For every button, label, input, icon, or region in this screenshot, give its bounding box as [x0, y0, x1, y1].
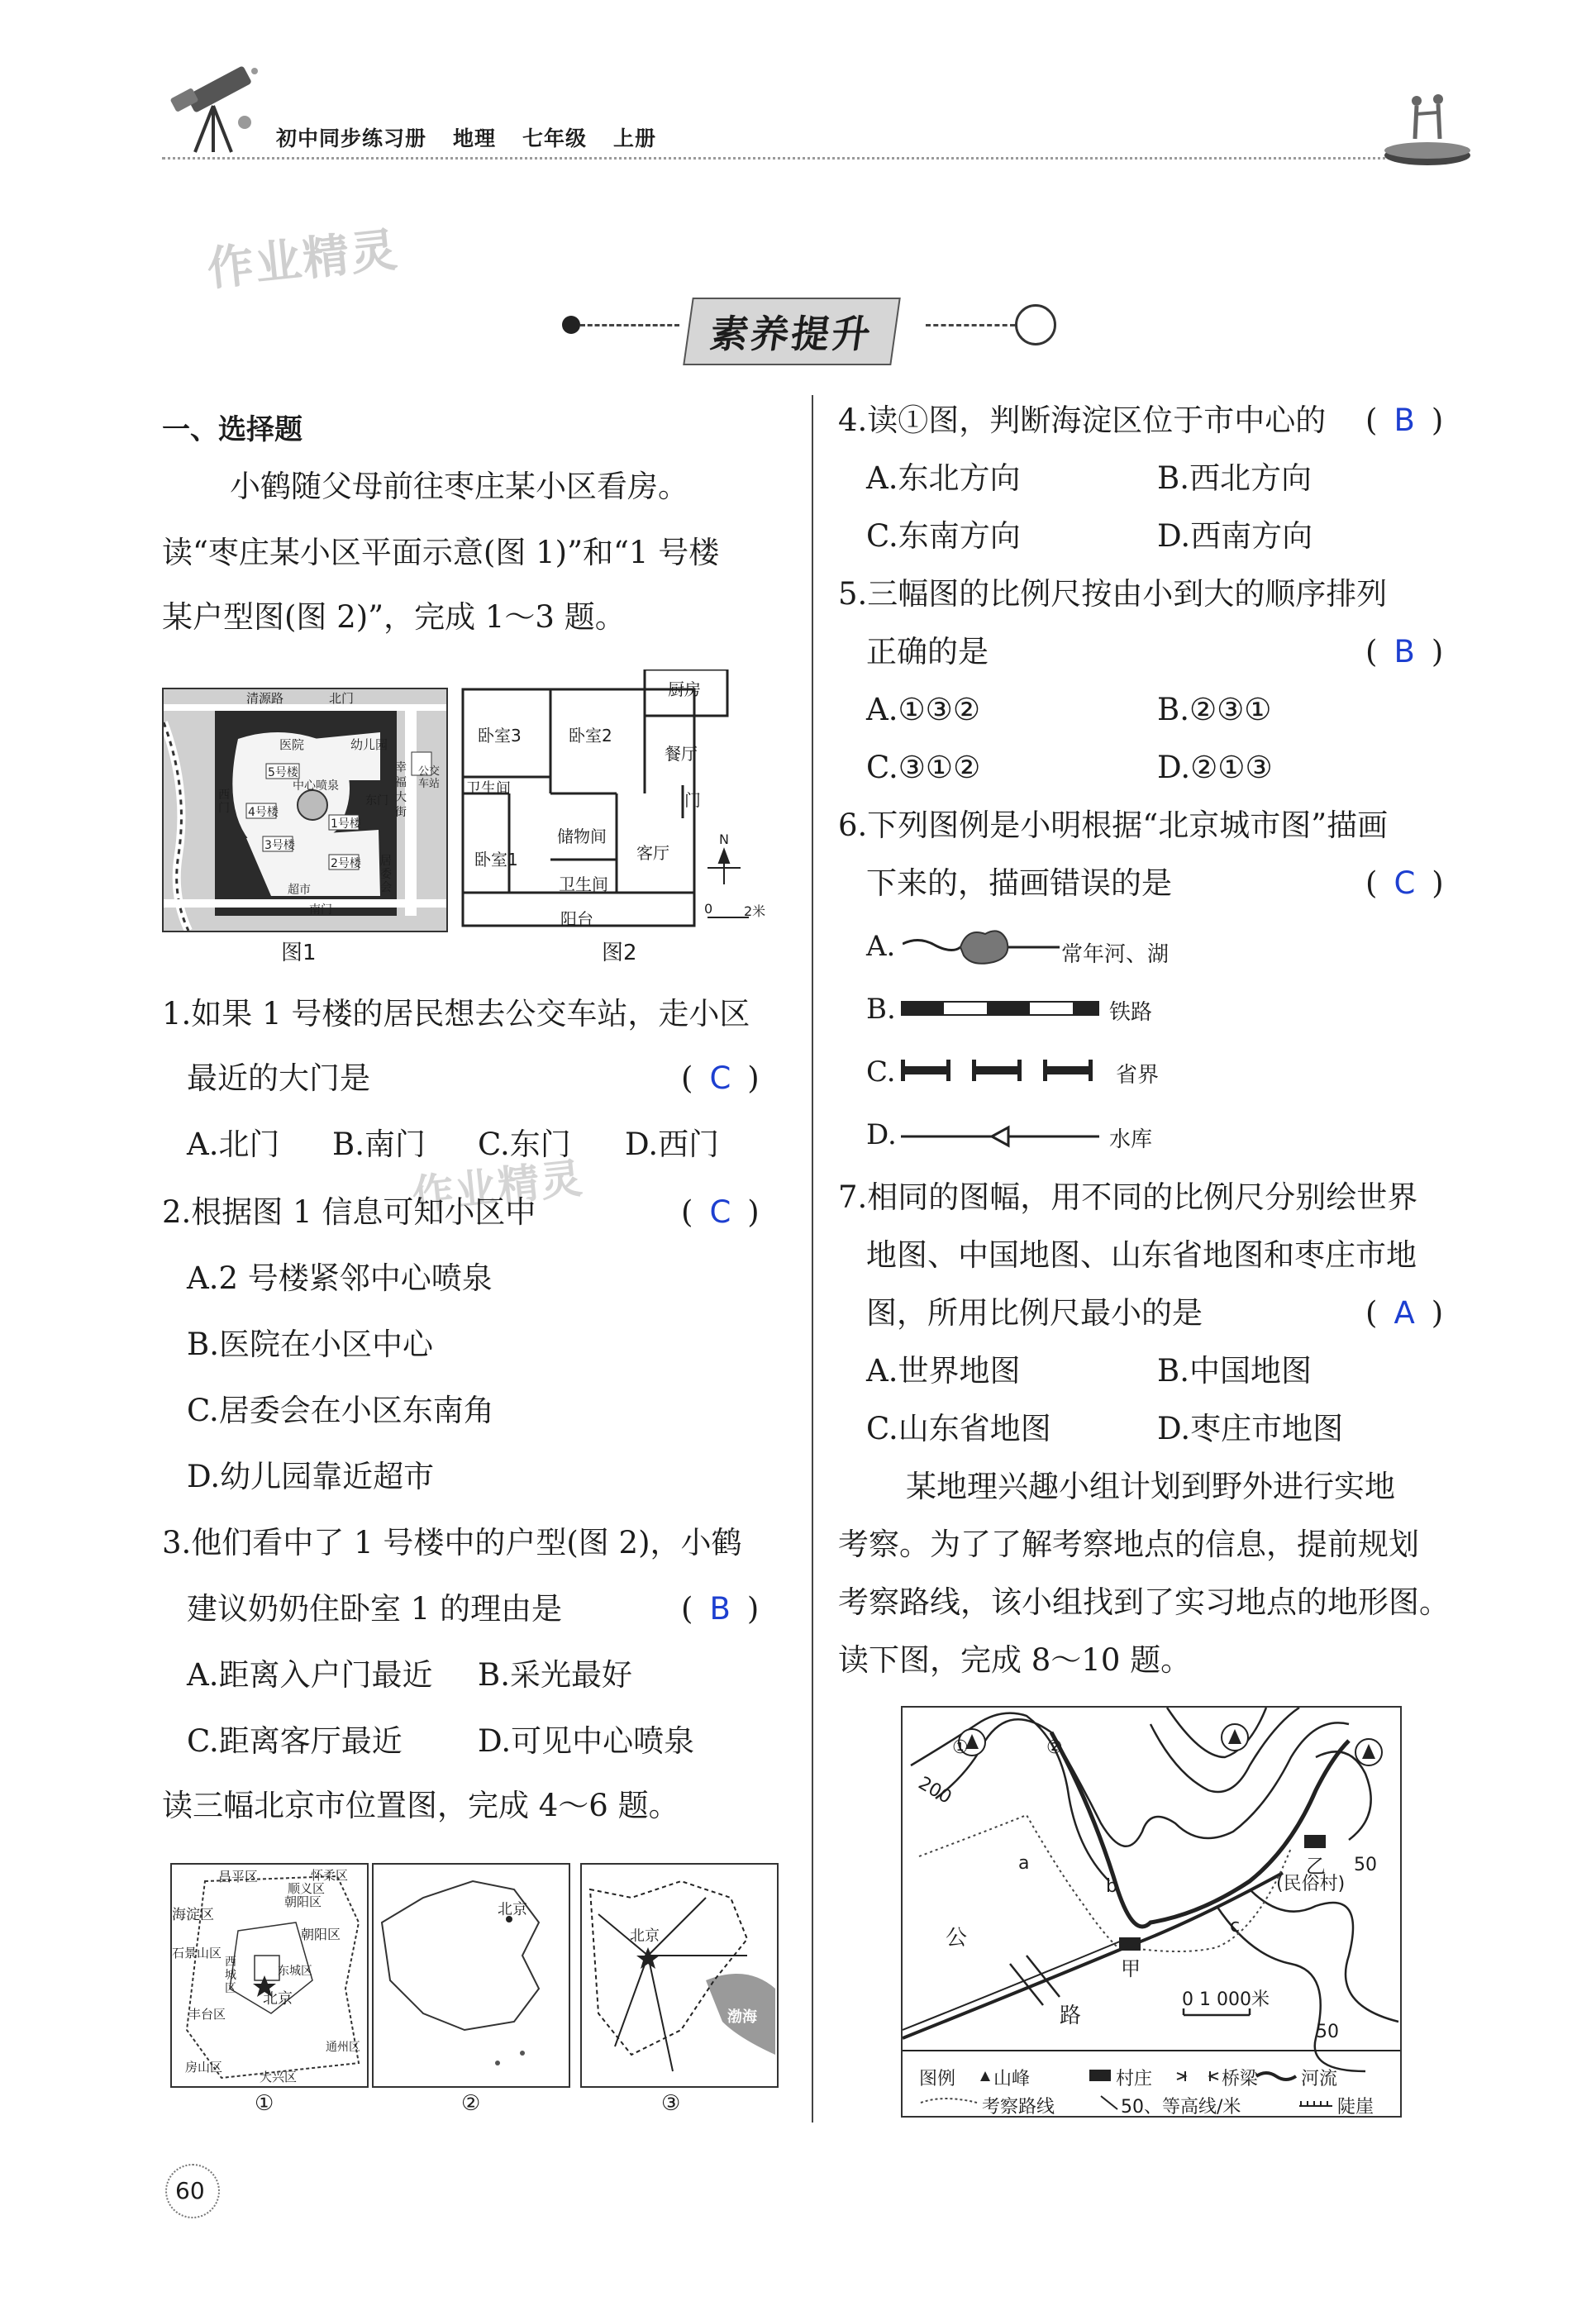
- q1-option-c: C.东门: [478, 1127, 571, 1162]
- provincial-border-symbol: [901, 1056, 1099, 1084]
- fig1-building-2: 2号楼: [331, 857, 361, 870]
- q7-option-c: C.山东省地图: [866, 1411, 1051, 1446]
- q6-option-a-label: 常年河、湖: [1061, 942, 1170, 967]
- fig1-west-gate: 西门: [218, 789, 230, 815]
- map1-chaoyang: 朝阳区: [301, 1927, 341, 1942]
- fig1-north-gate: 北门: [329, 691, 355, 706]
- column-divider: [812, 395, 813, 2123]
- q7-option-b: B.中国地图: [1157, 1353, 1312, 1389]
- legend-bridge: 桥梁: [1222, 2069, 1259, 2089]
- fig1-hospital: 医院: [279, 737, 305, 752]
- map1-chaoyang-top: 朝阳区: [284, 1894, 322, 1909]
- map1-xicheng: 西城区: [225, 1956, 236, 1995]
- q6-option-b-label: 铁路: [1109, 1000, 1153, 1025]
- fig1-street: 幸福大街: [395, 761, 407, 819]
- q6-option-c-label: 省界: [1116, 1063, 1160, 1088]
- fig1-building-1: 1号楼: [331, 817, 361, 831]
- beijing-map-2: [372, 1863, 570, 2088]
- fig2-door: 门: [684, 790, 701, 810]
- watermark-top: 作业精灵: [204, 223, 402, 297]
- topo-village-jia: 甲: [1121, 1957, 1141, 1980]
- topo-road-lu: 路: [1060, 2003, 1082, 2028]
- q3-line-2: 建议奶奶住卧室 1 的理由是: [187, 1591, 563, 1627]
- q7-answer: ( A ): [1365, 1295, 1444, 1331]
- topo-contour-50-a: 50: [1354, 1855, 1377, 1875]
- dancers-logo: [1382, 89, 1473, 165]
- q6-option-d-label: 水库: [1109, 1127, 1153, 1152]
- q6-answer: ( C ): [1365, 865, 1444, 901]
- q3-option-a: A.距离入户门最近: [187, 1657, 433, 1693]
- fig2-bedroom-2: 卧室2: [569, 726, 612, 746]
- q1-option-b: B.南门: [332, 1127, 426, 1162]
- map1-daxing: 大兴区: [260, 2070, 298, 2084]
- topo-road-gong: 公: [946, 1926, 968, 1951]
- topo-route-b: b: [1106, 1876, 1117, 1897]
- figure-2-caption: 图2: [602, 941, 637, 965]
- q4-answer: ( B ): [1365, 403, 1444, 438]
- q6-answer-letter: C: [1394, 865, 1416, 901]
- q2-answer: ( C ): [681, 1194, 760, 1230]
- fig2-scale-two: 2米: [744, 903, 766, 919]
- fig1-east-gate: 东门: [365, 794, 388, 808]
- q4-stem: 4.读①图，判断海淀区位于市中心的: [838, 403, 1327, 438]
- map-caption-2: ②: [461, 2091, 481, 2116]
- topo-contour-50-b: 50: [1316, 2022, 1339, 2042]
- fig1-building-4: 4号楼: [248, 806, 279, 819]
- topo-point-2: ②: [1046, 1737, 1063, 1758]
- reservoir-symbol: [901, 1124, 1099, 1149]
- fig1-building-3: 3号楼: [264, 839, 295, 852]
- q4-option-c: C.东南方向: [866, 518, 1021, 554]
- q2-option-d: D.幼儿园靠近超市: [187, 1459, 435, 1494]
- map1-fengtai: 丰台区: [188, 2007, 226, 2022]
- q1-option-a: A.北门: [187, 1127, 280, 1162]
- map1-shunyi: 顺义区: [288, 1881, 326, 1896]
- fig1-bus-stop: 公交车站: [418, 765, 441, 790]
- subject: 地理: [453, 126, 497, 150]
- q7-line-1: 7.相同的图幅，用不同的比例尺分别绘世界: [838, 1179, 1418, 1215]
- map1-dongcheng: 东城区: [278, 1965, 312, 1978]
- fig2-kitchen: 厨房: [668, 679, 701, 699]
- header-title: [276, 122, 683, 152]
- q1-line-1: 1.如果 1 号楼的居民想去公交车站，走小区: [162, 996, 750, 1032]
- intro2-line-1: 某地理兴趣小组计划到野外进行实地: [906, 1469, 1395, 1504]
- beijing-map-3: [580, 1863, 779, 2088]
- q4-option-b: B.西北方向: [1157, 460, 1312, 496]
- q3-answer: ( B ): [681, 1591, 760, 1627]
- fig2-north-label: N: [719, 831, 729, 847]
- topo-route-c: c: [1230, 1916, 1241, 1937]
- q3-answer-letter: B: [709, 1591, 731, 1627]
- page-number: 60: [175, 2177, 205, 2204]
- legend-contour: 50、等高线/米: [1121, 2097, 1241, 2118]
- q1-answer: ( C ): [681, 1060, 760, 1096]
- fig2-bathroom-2: 卫生间: [559, 874, 608, 894]
- header-divider: [162, 157, 1451, 160]
- intro2-line-4: 读下图，完成 8～10 题。: [838, 1642, 1192, 1678]
- q7-option-d: D.枣庄市地图: [1157, 1411, 1344, 1446]
- topo-point-1: ①: [952, 1737, 969, 1758]
- q7-line-2: 地图、中国地图、山东省地图和枣庄市地: [866, 1237, 1417, 1273]
- q4-option-d: D.西南方向: [1157, 518, 1313, 554]
- intro-line-3: 某户型图(图 2)”，完成 1～3 题。: [162, 599, 626, 635]
- q3-option-b: B.采光最好: [478, 1657, 632, 1693]
- topographic-map: [901, 1706, 1402, 2118]
- q6-option-c-letter: C.: [866, 1055, 896, 1089]
- map-caption-3: ③: [661, 2091, 681, 2116]
- topo-folk-village: (民俗村): [1276, 1874, 1346, 1894]
- q4-option-a: A.东北方向: [866, 460, 1021, 496]
- map1-changping: 昌平区: [218, 1869, 259, 1884]
- q5-answer-letter: B: [1394, 634, 1415, 669]
- fig2-scale-zero: 0: [704, 901, 713, 917]
- q2-option-a: A.2 号楼紧邻中心喷泉: [187, 1260, 493, 1296]
- fig2-storage: 储物间: [557, 827, 607, 846]
- fig1-south-gate: 南门: [309, 903, 332, 917]
- q2-stem: 2.根据图 1 信息可知小区中: [162, 1194, 536, 1230]
- figure-2-floor-plan: [460, 669, 790, 932]
- intro2-line-3: 考察路线，该小组找到了实习地点的地形图。: [838, 1584, 1450, 1620]
- figure-1-caption: 图1: [281, 941, 317, 965]
- q6-option-b-letter: B.: [866, 993, 896, 1026]
- fig2-living-room: 客厅: [636, 843, 669, 863]
- topo-village-yi: 乙: [1306, 1855, 1326, 1878]
- legend-village: 村庄: [1116, 2069, 1153, 2089]
- q6-option-d-letter: D.: [866, 1118, 897, 1151]
- q5-option-d: D.②①③: [1157, 750, 1273, 785]
- q1-answer-letter: C: [709, 1060, 731, 1096]
- q5-line-1: 5.三幅图的比例尺按由小到大的顺序排列: [838, 576, 1388, 612]
- book-name: 初中同步练习册: [276, 126, 427, 150]
- q2-answer-letter: C: [709, 1194, 731, 1230]
- figure-1-community-plan: [162, 688, 448, 932]
- q3-line-1: 3.他们看中了 1 号楼中的户型(图 2)，小鹤: [162, 1525, 742, 1560]
- q7-answer-letter: A: [1394, 1295, 1415, 1331]
- telescope-icon: [162, 60, 269, 157]
- section-heading-choice: 一、选择题: [162, 413, 303, 446]
- fig1-building-5: 5号楼: [268, 766, 298, 779]
- topo-scale: 0 1 000米: [1182, 1989, 1270, 2010]
- q3-option-c: C.距离客厅最近: [187, 1723, 403, 1759]
- q6-line-1: 6.下列图例是小明根据“北京城市图”描画: [838, 808, 1389, 843]
- map1-tongzhou: 通州区: [326, 2041, 360, 2054]
- q6-line-2: 下来的，描画错误的是: [866, 865, 1172, 901]
- q4-answer-letter: B: [1394, 403, 1415, 438]
- fig2-bathroom: 卫生间: [466, 780, 511, 798]
- fig2-dining: 餐厅: [665, 744, 698, 764]
- q5-option-a: A.①③②: [866, 692, 980, 727]
- river-lake-symbol: [903, 924, 1060, 970]
- fig2-balcony: 阳台: [560, 909, 593, 929]
- q2-option-c: C.居委会在小区东南角: [187, 1393, 494, 1428]
- fig2-bedroom-3: 卧室3: [478, 726, 522, 746]
- intro-line-1: 小鹤随父母前往枣庄某小区看房。: [230, 469, 688, 504]
- volume: 上册: [613, 126, 657, 150]
- map3-bohai: 渤海: [727, 2008, 757, 2026]
- beijing-map-1: [170, 1863, 369, 2088]
- title-banner-right-line: [926, 324, 1015, 326]
- railway-symbol: [901, 1000, 1099, 1017]
- q5-answer: ( B ): [1365, 634, 1444, 669]
- q1-option-d: D.西门: [625, 1127, 720, 1162]
- fig1-fountain: 中心喷泉: [293, 779, 339, 793]
- title-banner-left-dot: [562, 316, 580, 334]
- q7-option-a: A.世界地图: [866, 1353, 1021, 1389]
- q5-line-2: 正确的是: [866, 634, 989, 669]
- legend-peak: 山峰: [993, 2069, 1031, 2089]
- topo-contour-200: 200: [914, 1773, 955, 1808]
- title-banner-right-circle: [1015, 304, 1056, 345]
- map1-beijing: 北京: [263, 1990, 293, 2008]
- intro-line-2: 读“枣庄某小区平面示意(图 1)”和“1 号楼: [162, 535, 720, 570]
- q1-line-2: 最近的大门是: [187, 1060, 370, 1096]
- fig1-supermarket: 超市: [288, 884, 311, 897]
- intro2-line-2: 考察。为了了解考察地点的信息，提前规划: [838, 1527, 1419, 1562]
- read-maps-instruction: 读三幅北京市位置图，完成 4～6 题。: [162, 1788, 679, 1823]
- fig1-committee: 居委会: [380, 855, 392, 894]
- legend-route: 考察路线: [982, 2097, 1055, 2118]
- fig1-north-road: 清源路: [246, 691, 284, 706]
- legend-title: 图例: [919, 2069, 956, 2089]
- section-title: 素养提升: [683, 298, 901, 365]
- map2-beijing: 北京: [498, 1901, 527, 1918]
- legend-cliff: 陡崖: [1337, 2097, 1374, 2118]
- q5-option-c: C.③①②: [866, 750, 981, 785]
- map1-huairou: 怀柔区: [311, 1868, 349, 1883]
- fig2-bedroom-1: 卧室1: [474, 850, 518, 870]
- map1-shijingshan: 石景山区: [172, 1946, 222, 1961]
- grade: 七年级: [522, 126, 588, 150]
- map1-haidian: 海淀区: [172, 1907, 214, 1923]
- title-banner-left-line: [580, 324, 679, 326]
- legend-river: 河流: [1301, 2069, 1338, 2089]
- q3-option-d: D.可见中心喷泉: [478, 1723, 695, 1759]
- map-caption-1: ①: [255, 2091, 274, 2116]
- fig1-kindergarten: 幼儿园: [350, 737, 388, 752]
- map3-beijing: 北京: [630, 1927, 660, 1945]
- q6-option-a-letter: A.: [866, 930, 896, 963]
- map1-fangshan: 房山区: [185, 2060, 223, 2075]
- q2-option-b: B.医院在小区中心: [187, 1327, 433, 1362]
- topo-route-a: a: [1018, 1853, 1030, 1874]
- q5-option-b: B.②③①: [1157, 692, 1272, 727]
- q7-line-3: 图，所用比例尺最小的是: [866, 1295, 1203, 1331]
- watermark-middle: 作业精灵: [409, 1154, 586, 1220]
